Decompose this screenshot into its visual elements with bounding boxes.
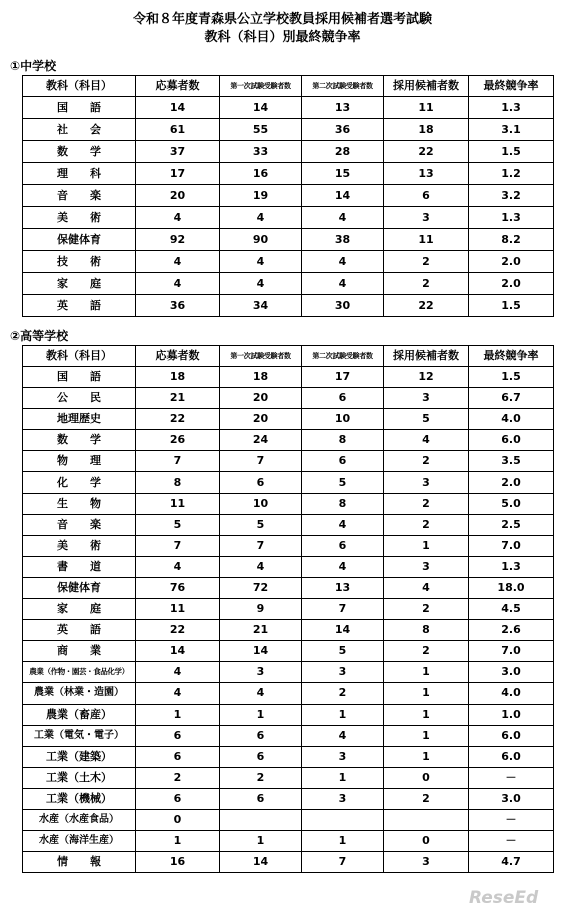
cell-ratio: 6.0 xyxy=(469,746,554,767)
junior-high-table xyxy=(22,75,554,317)
cell-first-exam xyxy=(220,809,302,830)
cell-ratio: 1.5 xyxy=(469,367,554,388)
cell-subject: 工業（機械） xyxy=(23,788,136,809)
cell-applicants: 18 xyxy=(136,367,220,388)
cell-ratio: 3.2 xyxy=(469,185,554,207)
cell-subject: 保健体育 xyxy=(23,577,136,598)
section-label-junior-high: ①中学校 xyxy=(10,59,57,73)
cell-candidates: 0 xyxy=(384,767,469,788)
cell-second-exam: 4 xyxy=(302,556,384,577)
cell-subject: 水産（海洋生産） xyxy=(23,831,136,852)
cell-first-exam: 34 xyxy=(220,295,302,317)
cell-second-exam: 3 xyxy=(302,746,384,767)
cell-first-exam: 1 xyxy=(220,704,302,725)
table-row xyxy=(23,514,554,535)
header-subject: 教科（科目） xyxy=(23,76,136,97)
cell-subject: 技 術 xyxy=(23,251,136,273)
header-applicants: 応募者数 xyxy=(136,76,220,97)
cell-second-exam: 10 xyxy=(302,409,384,430)
cell-second-exam: 4 xyxy=(302,273,384,295)
cell-first-exam: 6 xyxy=(220,725,302,746)
cell-first-exam: 7 xyxy=(220,535,302,556)
cell-ratio: 1.5 xyxy=(469,295,554,317)
cell-ratio: 1.3 xyxy=(469,556,554,577)
cell-candidates: 2 xyxy=(384,514,469,535)
cell-ratio: 2.6 xyxy=(469,620,554,641)
cell-first-exam: 4 xyxy=(220,683,302,704)
cell-second-exam: 6 xyxy=(302,535,384,556)
cell-second-exam: 4 xyxy=(302,251,384,273)
table-row xyxy=(23,704,554,725)
cell-subject: 公 民 xyxy=(23,388,136,409)
cell-subject: 農業（林業・造園） xyxy=(23,683,136,704)
cell-candidates: 3 xyxy=(384,556,469,577)
cell-candidates: 2 xyxy=(384,451,469,472)
cell-candidates: 1 xyxy=(384,662,469,683)
cell-subject: 商 業 xyxy=(23,641,136,662)
cell-second-exam: 36 xyxy=(302,119,384,141)
cell-ratio: 7.0 xyxy=(469,535,554,556)
cell-first-exam: 14 xyxy=(220,97,302,119)
cell-applicants: 4 xyxy=(136,683,220,704)
cell-first-exam: 24 xyxy=(220,430,302,451)
cell-subject: 美 術 xyxy=(23,535,136,556)
cell-ratio: － xyxy=(469,809,554,830)
cell-subject: 水産（水産食品） xyxy=(23,809,136,830)
cell-first-exam: 14 xyxy=(220,852,302,873)
cell-subject: 物 理 xyxy=(23,451,136,472)
cell-subject: 英 語 xyxy=(23,620,136,641)
cell-applicants: 26 xyxy=(136,430,220,451)
cell-applicants: 11 xyxy=(136,599,220,620)
cell-second-exam: 30 xyxy=(302,295,384,317)
cell-applicants: 6 xyxy=(136,725,220,746)
header-ratio: 最終競争率 xyxy=(469,76,554,97)
cell-subject: 数 学 xyxy=(23,141,136,163)
cell-first-exam: 9 xyxy=(220,599,302,620)
cell-ratio: 1.5 xyxy=(469,141,554,163)
cell-candidates: 4 xyxy=(384,577,469,598)
cell-applicants: 92 xyxy=(136,229,220,251)
cell-candidates: 6 xyxy=(384,185,469,207)
cell-first-exam: 1 xyxy=(220,831,302,852)
cell-candidates: 18 xyxy=(384,119,469,141)
cell-applicants: 14 xyxy=(136,641,220,662)
cell-applicants: 36 xyxy=(136,295,220,317)
cell-ratio: 7.0 xyxy=(469,641,554,662)
cell-first-exam: 5 xyxy=(220,514,302,535)
cell-subject: 数 学 xyxy=(23,430,136,451)
cell-subject: 情 報 xyxy=(23,852,136,873)
cell-ratio: 2.0 xyxy=(469,273,554,295)
cell-ratio: 1.3 xyxy=(469,207,554,229)
cell-first-exam: 10 xyxy=(220,493,302,514)
cell-second-exam: 1 xyxy=(302,831,384,852)
table-row xyxy=(23,295,554,317)
cell-first-exam: 3 xyxy=(220,662,302,683)
table-row xyxy=(23,251,554,273)
cell-ratio: 5.0 xyxy=(469,493,554,514)
svg-text:ReseEd: ReseEd xyxy=(469,888,539,908)
cell-second-exam: 15 xyxy=(302,163,384,185)
cell-subject: 地理歴史 xyxy=(23,409,136,430)
cell-second-exam: 6 xyxy=(302,451,384,472)
cell-candidates: 3 xyxy=(384,207,469,229)
cell-ratio: 18.0 xyxy=(469,577,554,598)
cell-subject: 国 語 xyxy=(23,367,136,388)
table-row xyxy=(23,725,554,746)
table-row xyxy=(23,683,554,704)
table-row xyxy=(23,556,554,577)
cell-ratio: 4.7 xyxy=(469,852,554,873)
cell-second-exam: 13 xyxy=(302,97,384,119)
cell-ratio: 4.5 xyxy=(469,599,554,620)
cell-candidates: 2 xyxy=(384,788,469,809)
cell-applicants: 6 xyxy=(136,746,220,767)
cell-applicants: 16 xyxy=(136,852,220,873)
cell-subject: 生 物 xyxy=(23,493,136,514)
cell-ratio: 2.0 xyxy=(469,472,554,493)
cell-first-exam: 55 xyxy=(220,119,302,141)
cell-second-exam: 14 xyxy=(302,620,384,641)
cell-candidates: 11 xyxy=(384,97,469,119)
cell-candidates: 3 xyxy=(384,388,469,409)
cell-first-exam: 33 xyxy=(220,141,302,163)
cell-subject: 英 語 xyxy=(23,295,136,317)
cell-subject: 音 楽 xyxy=(23,514,136,535)
cell-ratio: 6.7 xyxy=(469,388,554,409)
cell-applicants: 37 xyxy=(136,141,220,163)
cell-second-exam: 4 xyxy=(302,514,384,535)
table-row xyxy=(23,746,554,767)
cell-ratio: 4.0 xyxy=(469,409,554,430)
table-row xyxy=(23,409,554,430)
cell-applicants: 22 xyxy=(136,409,220,430)
cell-first-exam: 18 xyxy=(220,367,302,388)
cell-subject: 理 科 xyxy=(23,163,136,185)
table-row xyxy=(23,641,554,662)
table-row xyxy=(23,163,554,185)
cell-candidates: 1 xyxy=(384,746,469,767)
high-school-table xyxy=(22,345,554,873)
table-row xyxy=(23,788,554,809)
cell-applicants: 8 xyxy=(136,472,220,493)
cell-applicants: 7 xyxy=(136,451,220,472)
cell-applicants: 61 xyxy=(136,119,220,141)
cell-subject: 工業（電気・電子） xyxy=(23,725,136,746)
cell-second-exam: 8 xyxy=(302,493,384,514)
cell-candidates: 1 xyxy=(384,704,469,725)
cell-first-exam: 4 xyxy=(220,273,302,295)
cell-ratio: 3.0 xyxy=(469,788,554,809)
section-label-high-school: ②高等学校 xyxy=(10,329,69,343)
cell-ratio: 8.2 xyxy=(469,229,554,251)
table-row xyxy=(23,620,554,641)
cell-candidates: 1 xyxy=(384,683,469,704)
cell-second-exam: 1 xyxy=(302,767,384,788)
cell-applicants: 14 xyxy=(136,97,220,119)
cell-subject: 工業（建築） xyxy=(23,746,136,767)
cell-ratio: 3.1 xyxy=(469,119,554,141)
cell-first-exam: 4 xyxy=(220,207,302,229)
cell-subject: 国 語 xyxy=(23,97,136,119)
table-row xyxy=(23,599,554,620)
cell-applicants: 2 xyxy=(136,767,220,788)
cell-applicants: 20 xyxy=(136,185,220,207)
table-row xyxy=(23,430,554,451)
cell-applicants: 4 xyxy=(136,273,220,295)
cell-second-exam: 3 xyxy=(302,662,384,683)
cell-ratio: 3.0 xyxy=(469,662,554,683)
cell-applicants: 1 xyxy=(136,704,220,725)
resed-logo xyxy=(467,881,547,911)
cell-first-exam: 6 xyxy=(220,472,302,493)
cell-subject: 農業（作物・園芸・食品化学） xyxy=(23,662,136,683)
cell-ratio: 2.0 xyxy=(469,251,554,273)
cell-subject: 家 庭 xyxy=(23,273,136,295)
cell-second-exam: 28 xyxy=(302,141,384,163)
cell-candidates: 13 xyxy=(384,163,469,185)
table-row xyxy=(23,535,554,556)
cell-ratio: 3.5 xyxy=(469,451,554,472)
cell-subject: 化 学 xyxy=(23,472,136,493)
header-first-exam: 第一次試験受験者数 xyxy=(220,346,302,367)
cell-ratio: － xyxy=(469,831,554,852)
cell-candidates: 2 xyxy=(384,273,469,295)
cell-second-exam: 2 xyxy=(302,683,384,704)
cell-first-exam: 19 xyxy=(220,185,302,207)
cell-applicants: 4 xyxy=(136,207,220,229)
table-row xyxy=(23,472,554,493)
table-row xyxy=(23,273,554,295)
cell-applicants: 6 xyxy=(136,788,220,809)
cell-ratio: 2.5 xyxy=(469,514,554,535)
cell-first-exam: 4 xyxy=(220,556,302,577)
cell-applicants: 5 xyxy=(136,514,220,535)
table-row xyxy=(23,207,554,229)
table-row xyxy=(23,141,554,163)
cell-applicants: 76 xyxy=(136,577,220,598)
cell-subject: 書 道 xyxy=(23,556,136,577)
cell-applicants: 7 xyxy=(136,535,220,556)
cell-applicants: 17 xyxy=(136,163,220,185)
cell-first-exam: 6 xyxy=(220,788,302,809)
cell-ratio: 1.0 xyxy=(469,704,554,725)
cell-first-exam: 21 xyxy=(220,620,302,641)
cell-second-exam: 4 xyxy=(302,207,384,229)
cell-candidates: 12 xyxy=(384,367,469,388)
table-header-row xyxy=(23,346,554,367)
cell-first-exam: 16 xyxy=(220,163,302,185)
table-row xyxy=(23,388,554,409)
cell-candidates xyxy=(384,809,469,830)
cell-candidates: 2 xyxy=(384,641,469,662)
cell-candidates: 2 xyxy=(384,599,469,620)
header-candidates: 採用候補者数 xyxy=(384,346,469,367)
cell-applicants: 21 xyxy=(136,388,220,409)
document-subtitle: 教科（科目）別最終競争率 xyxy=(204,30,361,45)
cell-ratio: 1.3 xyxy=(469,97,554,119)
cell-first-exam: 6 xyxy=(220,746,302,767)
cell-ratio: 4.0 xyxy=(469,683,554,704)
cell-subject: 美 術 xyxy=(23,207,136,229)
table-row xyxy=(23,367,554,388)
cell-second-exam: 1 xyxy=(302,704,384,725)
cell-second-exam: 38 xyxy=(302,229,384,251)
table-row xyxy=(23,451,554,472)
cell-applicants: 22 xyxy=(136,620,220,641)
table-row xyxy=(23,119,554,141)
table-row xyxy=(23,97,554,119)
cell-second-exam: 7 xyxy=(302,852,384,873)
table-row xyxy=(23,229,554,251)
cell-subject: 工業（土木） xyxy=(23,767,136,788)
cell-second-exam: 4 xyxy=(302,725,384,746)
cell-candidates: 1 xyxy=(384,725,469,746)
cell-second-exam xyxy=(302,809,384,830)
cell-candidates: 8 xyxy=(384,620,469,641)
cell-candidates: 11 xyxy=(384,229,469,251)
cell-candidates: 22 xyxy=(384,141,469,163)
cell-ratio: 1.2 xyxy=(469,163,554,185)
cell-second-exam: 5 xyxy=(302,641,384,662)
cell-second-exam: 13 xyxy=(302,577,384,598)
cell-applicants: 4 xyxy=(136,556,220,577)
cell-candidates: 3 xyxy=(384,472,469,493)
table-row xyxy=(23,809,554,830)
cell-second-exam: 6 xyxy=(302,388,384,409)
cell-second-exam: 14 xyxy=(302,185,384,207)
cell-second-exam: 3 xyxy=(302,788,384,809)
cell-candidates: 2 xyxy=(384,493,469,514)
cell-subject: 社 会 xyxy=(23,119,136,141)
cell-first-exam: 14 xyxy=(220,641,302,662)
cell-ratio: 6.0 xyxy=(469,430,554,451)
cell-first-exam: 20 xyxy=(220,409,302,430)
cell-ratio: － xyxy=(469,767,554,788)
cell-candidates: 2 xyxy=(384,251,469,273)
header-first-exam: 第一次試験受験者数 xyxy=(220,76,302,97)
table-row xyxy=(23,852,554,873)
table-row xyxy=(23,767,554,788)
table-row xyxy=(23,185,554,207)
cell-first-exam: 90 xyxy=(220,229,302,251)
table-row xyxy=(23,831,554,852)
cell-first-exam: 7 xyxy=(220,451,302,472)
cell-candidates: 0 xyxy=(384,831,469,852)
cell-second-exam: 5 xyxy=(302,472,384,493)
cell-first-exam: 20 xyxy=(220,388,302,409)
cell-applicants: 11 xyxy=(136,493,220,514)
cell-ratio: 6.0 xyxy=(469,725,554,746)
header-second-exam: 第二次試験受験者数 xyxy=(302,346,384,367)
cell-first-exam: 72 xyxy=(220,577,302,598)
header-second-exam: 第二次試験受験者数 xyxy=(302,76,384,97)
cell-first-exam: 2 xyxy=(220,767,302,788)
cell-applicants: 4 xyxy=(136,662,220,683)
cell-second-exam: 7 xyxy=(302,599,384,620)
cell-candidates: 3 xyxy=(384,852,469,873)
cell-subject: 音 楽 xyxy=(23,185,136,207)
header-applicants: 応募者数 xyxy=(136,346,220,367)
cell-subject: 家 庭 xyxy=(23,599,136,620)
header-candidates: 採用候補者数 xyxy=(384,76,469,97)
cell-subject: 農業（畜産） xyxy=(23,704,136,725)
table-row xyxy=(23,493,554,514)
cell-candidates: 1 xyxy=(384,535,469,556)
cell-candidates: 4 xyxy=(384,430,469,451)
table-row xyxy=(23,577,554,598)
header-subject: 教科（科目） xyxy=(23,346,136,367)
cell-first-exam: 4 xyxy=(220,251,302,273)
cell-applicants: 4 xyxy=(136,251,220,273)
table-header-row xyxy=(23,76,554,97)
cell-applicants: 0 xyxy=(136,809,220,830)
header-ratio: 最終競争率 xyxy=(469,346,554,367)
cell-candidates: 5 xyxy=(384,409,469,430)
cell-applicants: 1 xyxy=(136,831,220,852)
cell-subject: 保健体育 xyxy=(23,229,136,251)
cell-second-exam: 17 xyxy=(302,367,384,388)
cell-second-exam: 8 xyxy=(302,430,384,451)
table-row xyxy=(23,662,554,683)
document-title: 令和８年度青森県公立学校教員採用候補者選考試験 xyxy=(132,12,432,27)
cell-candidates: 22 xyxy=(384,295,469,317)
